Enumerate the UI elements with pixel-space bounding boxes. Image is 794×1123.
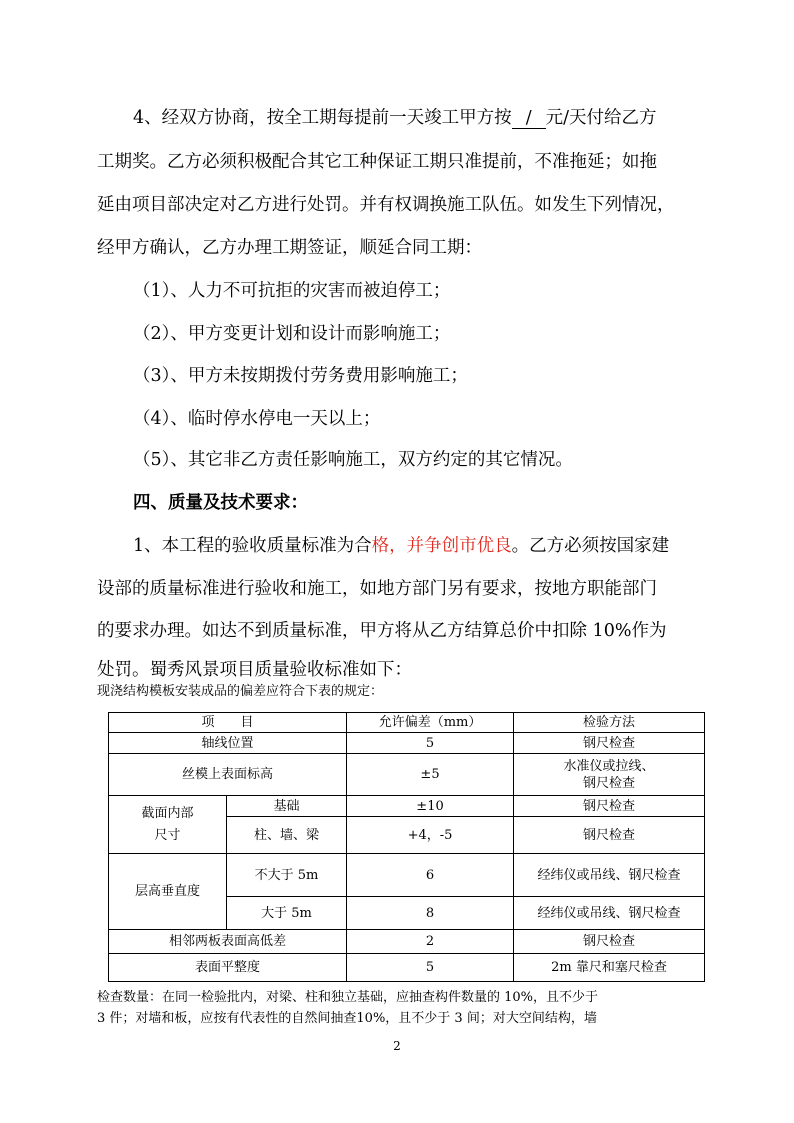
tolerance-cell: 8 — [347, 897, 514, 930]
item-cell: 丝模上表面标高 — [109, 754, 347, 796]
condition-item: （5）、其它非乙方责任影响施工，双方约定的其它情况。 — [133, 450, 573, 470]
tolerance-cell: 6 — [347, 854, 514, 897]
method-line: 水准仪或拉线、 — [563, 758, 655, 774]
table-row — [109, 854, 705, 897]
amount-blank: / — [512, 109, 546, 129]
item-cell: 不大于 5m — [227, 854, 347, 897]
table-row — [109, 930, 705, 954]
para4-line1-post: 元/天付给乙方 — [545, 108, 657, 128]
item-cell: 表面平整度 — [109, 954, 347, 982]
group-cell-section — [109, 796, 227, 854]
item-cell: 柱、墙、梁 — [227, 817, 347, 854]
table-row — [109, 796, 705, 817]
header-tolerance: 允许偏差（mm） — [347, 713, 514, 733]
method-cell: 钢尺检查 — [514, 817, 705, 854]
tolerance-table — [108, 712, 705, 982]
method-cell: 钢尺检查 — [514, 733, 705, 754]
method-cell: 经纬仪或吊线、钢尺检查 — [514, 854, 705, 897]
condition-item: （1）、人力不可抗拒的灾害而被迫停工； — [133, 281, 451, 301]
condition-item: （4）、临时停水停电一天以上； — [133, 409, 381, 429]
method-cell: 钢尺检查 — [514, 796, 705, 817]
item-cell: 大于 5m — [227, 897, 347, 930]
tolerance-cell: ±5 — [347, 754, 514, 796]
header-item: 项 目 — [109, 713, 347, 733]
para4-line3: 延由项目部决定对乙方进行处罚。并有权调换施工队伍。如发生下列情况， — [97, 195, 675, 215]
quality-line1-pre: 1、本工程的验收质量标准为合 — [133, 536, 372, 556]
quality-line2: 设部的质量标准进行验收和施工，如地方部门另有要求，按地方职能部门 — [97, 579, 657, 599]
table-header-row — [109, 713, 705, 733]
quality-line1-post: 。乙方必须按国家建 — [511, 536, 670, 556]
condition-item: （3）、甲方未按期拨付劳务费用影响施工； — [133, 366, 468, 386]
tolerance-cell: 5 — [347, 733, 514, 754]
para4-line1 — [133, 104, 657, 129]
condition-item: （2）、甲方变更计划和设计而影响施工； — [133, 324, 451, 344]
quality-line3: 的要求办理。如达不到质量标准，甲方将从乙方结算总价中扣除 10%作为 — [97, 621, 667, 641]
table-caption: 现浇结构模板安装成品的偏差应符合下表的规定： — [97, 684, 384, 699]
inspection-note-line1: 检查数量：在同一检验批内，对梁、柱和独立基础，应抽查构件数量的 10%，且不少于 — [97, 990, 599, 1005]
method-cell: 经纬仪或吊线、钢尺检查 — [514, 897, 705, 930]
section-heading: 四、质量及技术要求： — [133, 493, 308, 513]
item-cell: 轴线位置 — [109, 733, 347, 754]
item-cell: 相邻两板表面高低差 — [109, 930, 347, 954]
para4-line4: 经甲方确认，乙方办理工期签证，顺延合同工期： — [97, 238, 482, 258]
header-method: 检验方法 — [514, 713, 705, 733]
quality-line1 — [133, 532, 669, 557]
method-cell — [514, 754, 705, 796]
method-cell: 钢尺检查 — [514, 930, 705, 954]
tolerance-cell: 5 — [347, 954, 514, 982]
tolerance-cell: 2 — [347, 930, 514, 954]
method-line: 钢尺检查 — [583, 775, 636, 791]
para4-line2: 工期奖。乙方必须积极配合其它工种保证工期只准提前，不准拖延；如拖 — [97, 152, 657, 172]
page-number: 2 — [393, 1039, 401, 1053]
quality-line4: 处罚。蜀秀风景项目质量验收标准如下： — [97, 660, 412, 680]
table-row — [109, 733, 705, 754]
tolerance-cell: ±10 — [347, 796, 514, 817]
para4-line1-pre: 4、经双方协商，按全工期每提前一天竣工甲方按 — [133, 108, 512, 128]
item-cell: 基础 — [227, 796, 347, 817]
quality-line1-highlight: 格，并争创市优良 — [371, 536, 512, 556]
inspection-note-line2: 3 件；对墙和板，应按有代表性的自然间抽查10%，且不少于 3 间；对大空间结构，墙 — [97, 1011, 597, 1026]
tolerance-cell: +4，-5 — [347, 817, 514, 854]
group-label: 截面内部尺寸 — [141, 805, 194, 843]
table-row — [109, 954, 705, 982]
method-cell: 2m 靠尺和塞尺检查 — [514, 954, 705, 982]
table-row — [109, 754, 705, 796]
group-cell-vertical: 层高垂直度 — [109, 854, 227, 930]
